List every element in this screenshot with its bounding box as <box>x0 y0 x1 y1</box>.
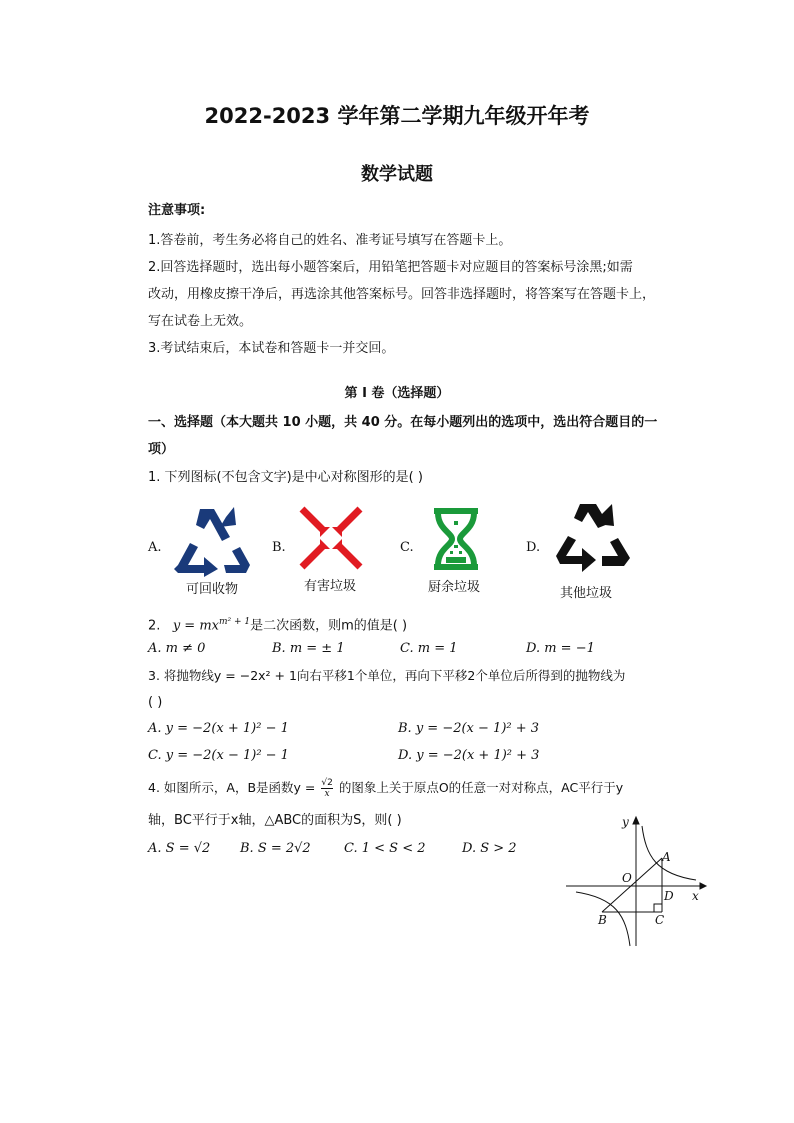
q3-option-a: A. y = −2(x + 1)² − 1 <box>148 721 289 736</box>
y-axis-arrow <box>633 817 639 824</box>
q1-caption-a: 可回收物 <box>186 582 239 597</box>
q4-fraction <box>321 778 332 799</box>
q2-option-b: B. m = ± 1 <box>272 641 345 656</box>
right-angle-mark <box>654 904 662 912</box>
other-waste-icon <box>552 500 632 578</box>
graph-label-x: x <box>692 889 699 903</box>
q4-option-a: A. S = √2 <box>148 841 211 856</box>
section-intro-line1: 一、选择题（本大题共 10 小题，共 40 分。在每小题列出的选项中，选出符合题目的一 <box>148 415 658 430</box>
graph-label-d: D <box>664 889 674 903</box>
recycle-icon <box>170 503 252 577</box>
graph-label-y: y <box>622 815 629 829</box>
notice-item-2-line2: 改动，用橡皮擦干净后，再选涂其他答案标号。回答非选择题时，将答案写在答题卡上， <box>148 287 656 302</box>
q4-stem-line1 <box>148 775 623 801</box>
q1-label-c: C. <box>400 540 414 555</box>
line-ab <box>602 858 662 912</box>
q4-graph <box>560 812 710 952</box>
kitchen-waste-icon <box>426 505 486 573</box>
notice-item-3: 3.考试结束后，本试卷和答题卡一并交回。 <box>148 341 395 356</box>
x-axis-arrow <box>700 883 706 889</box>
notice-item-2-line3: 写在试卷上无效。 <box>148 314 253 329</box>
section-title: 第 I 卷（选择题） <box>344 386 450 401</box>
q3-stem-line1: 3. 将抛物线y = −2x² + 1向右平移1个单位，再向下平移2个单位后所得到的抛物线为 <box>148 668 626 683</box>
q2-num: 2. <box>148 618 161 634</box>
q3-option-d: D. y = −2(x + 1)² + 3 <box>398 748 540 763</box>
hazard-icon <box>298 505 364 571</box>
q3-option-b: B. y = −2(x − 1)² + 3 <box>398 721 540 736</box>
q1-caption-b: 有害垃圾 <box>304 579 357 594</box>
q1-caption-c: 厨余垃圾 <box>428 580 481 595</box>
graph-label-b: B <box>598 913 607 927</box>
graph-label-c: C <box>655 913 665 927</box>
q4-option-d: D. S > 2 <box>462 841 517 856</box>
exam-subtitle: 数学试题 <box>361 164 433 185</box>
q4-stem-part-b: 的图象上关于原点O的任意一对对称点，AC平行于y <box>338 780 624 795</box>
q1-label-a: A. <box>148 540 162 555</box>
notice-item-2-line1: 2.回答选择题时，选出每小题答案后，用铅笔把答题卡对应题目的答案标号涂黑;如需 <box>148 260 633 275</box>
section-intro-line2: 项） <box>148 442 175 457</box>
exam-title: 2022-2023 学年第二学期九年级开年考 <box>204 104 590 128</box>
q1-stem: 1. 下列图标(不包含文字)是中心对称图形的是( ) <box>148 470 423 485</box>
graph-label-a: A <box>662 850 671 864</box>
q3-stem-line2: ( ) <box>148 695 163 710</box>
q2-formula: y = mx <box>172 618 219 634</box>
q4-option-b: B. S = 2√2 <box>240 841 311 856</box>
q4-stem-line2: 轴，BC平行于x轴，△ABC的面积为S，则( ) <box>148 813 402 828</box>
q1-label-b: B. <box>272 540 286 555</box>
q4-stem-part-a: 4. 如图所示，A，B是函数y = <box>148 780 316 795</box>
graph-label-o: O <box>622 871 632 885</box>
q4-option-c: C. 1 < S < 2 <box>344 841 426 856</box>
notice-item-1: 1.答卷前，考生务必将自己的姓名、准考证号填写在答题卡上。 <box>148 233 512 248</box>
q4-frac-den: x <box>324 789 330 799</box>
q2-stem <box>148 609 407 639</box>
q1-caption-d: 其他垃圾 <box>560 586 613 601</box>
q2-option-c: C. m = 1 <box>400 641 458 656</box>
q2-tail: 是二次函数，则m的值是( ) <box>250 618 408 634</box>
q3-option-c: C. y = −2(x − 1)² − 1 <box>148 748 289 763</box>
q2-exponent: m² + 1 <box>218 617 251 627</box>
notice-heading: 注意事项: <box>148 203 206 218</box>
q2-option-d: D. m = −1 <box>526 641 595 656</box>
q4-frac-num: √2 <box>321 778 333 788</box>
q1-label-d: D. <box>526 540 541 555</box>
q2-option-a: A. m ≠ 0 <box>148 641 206 656</box>
